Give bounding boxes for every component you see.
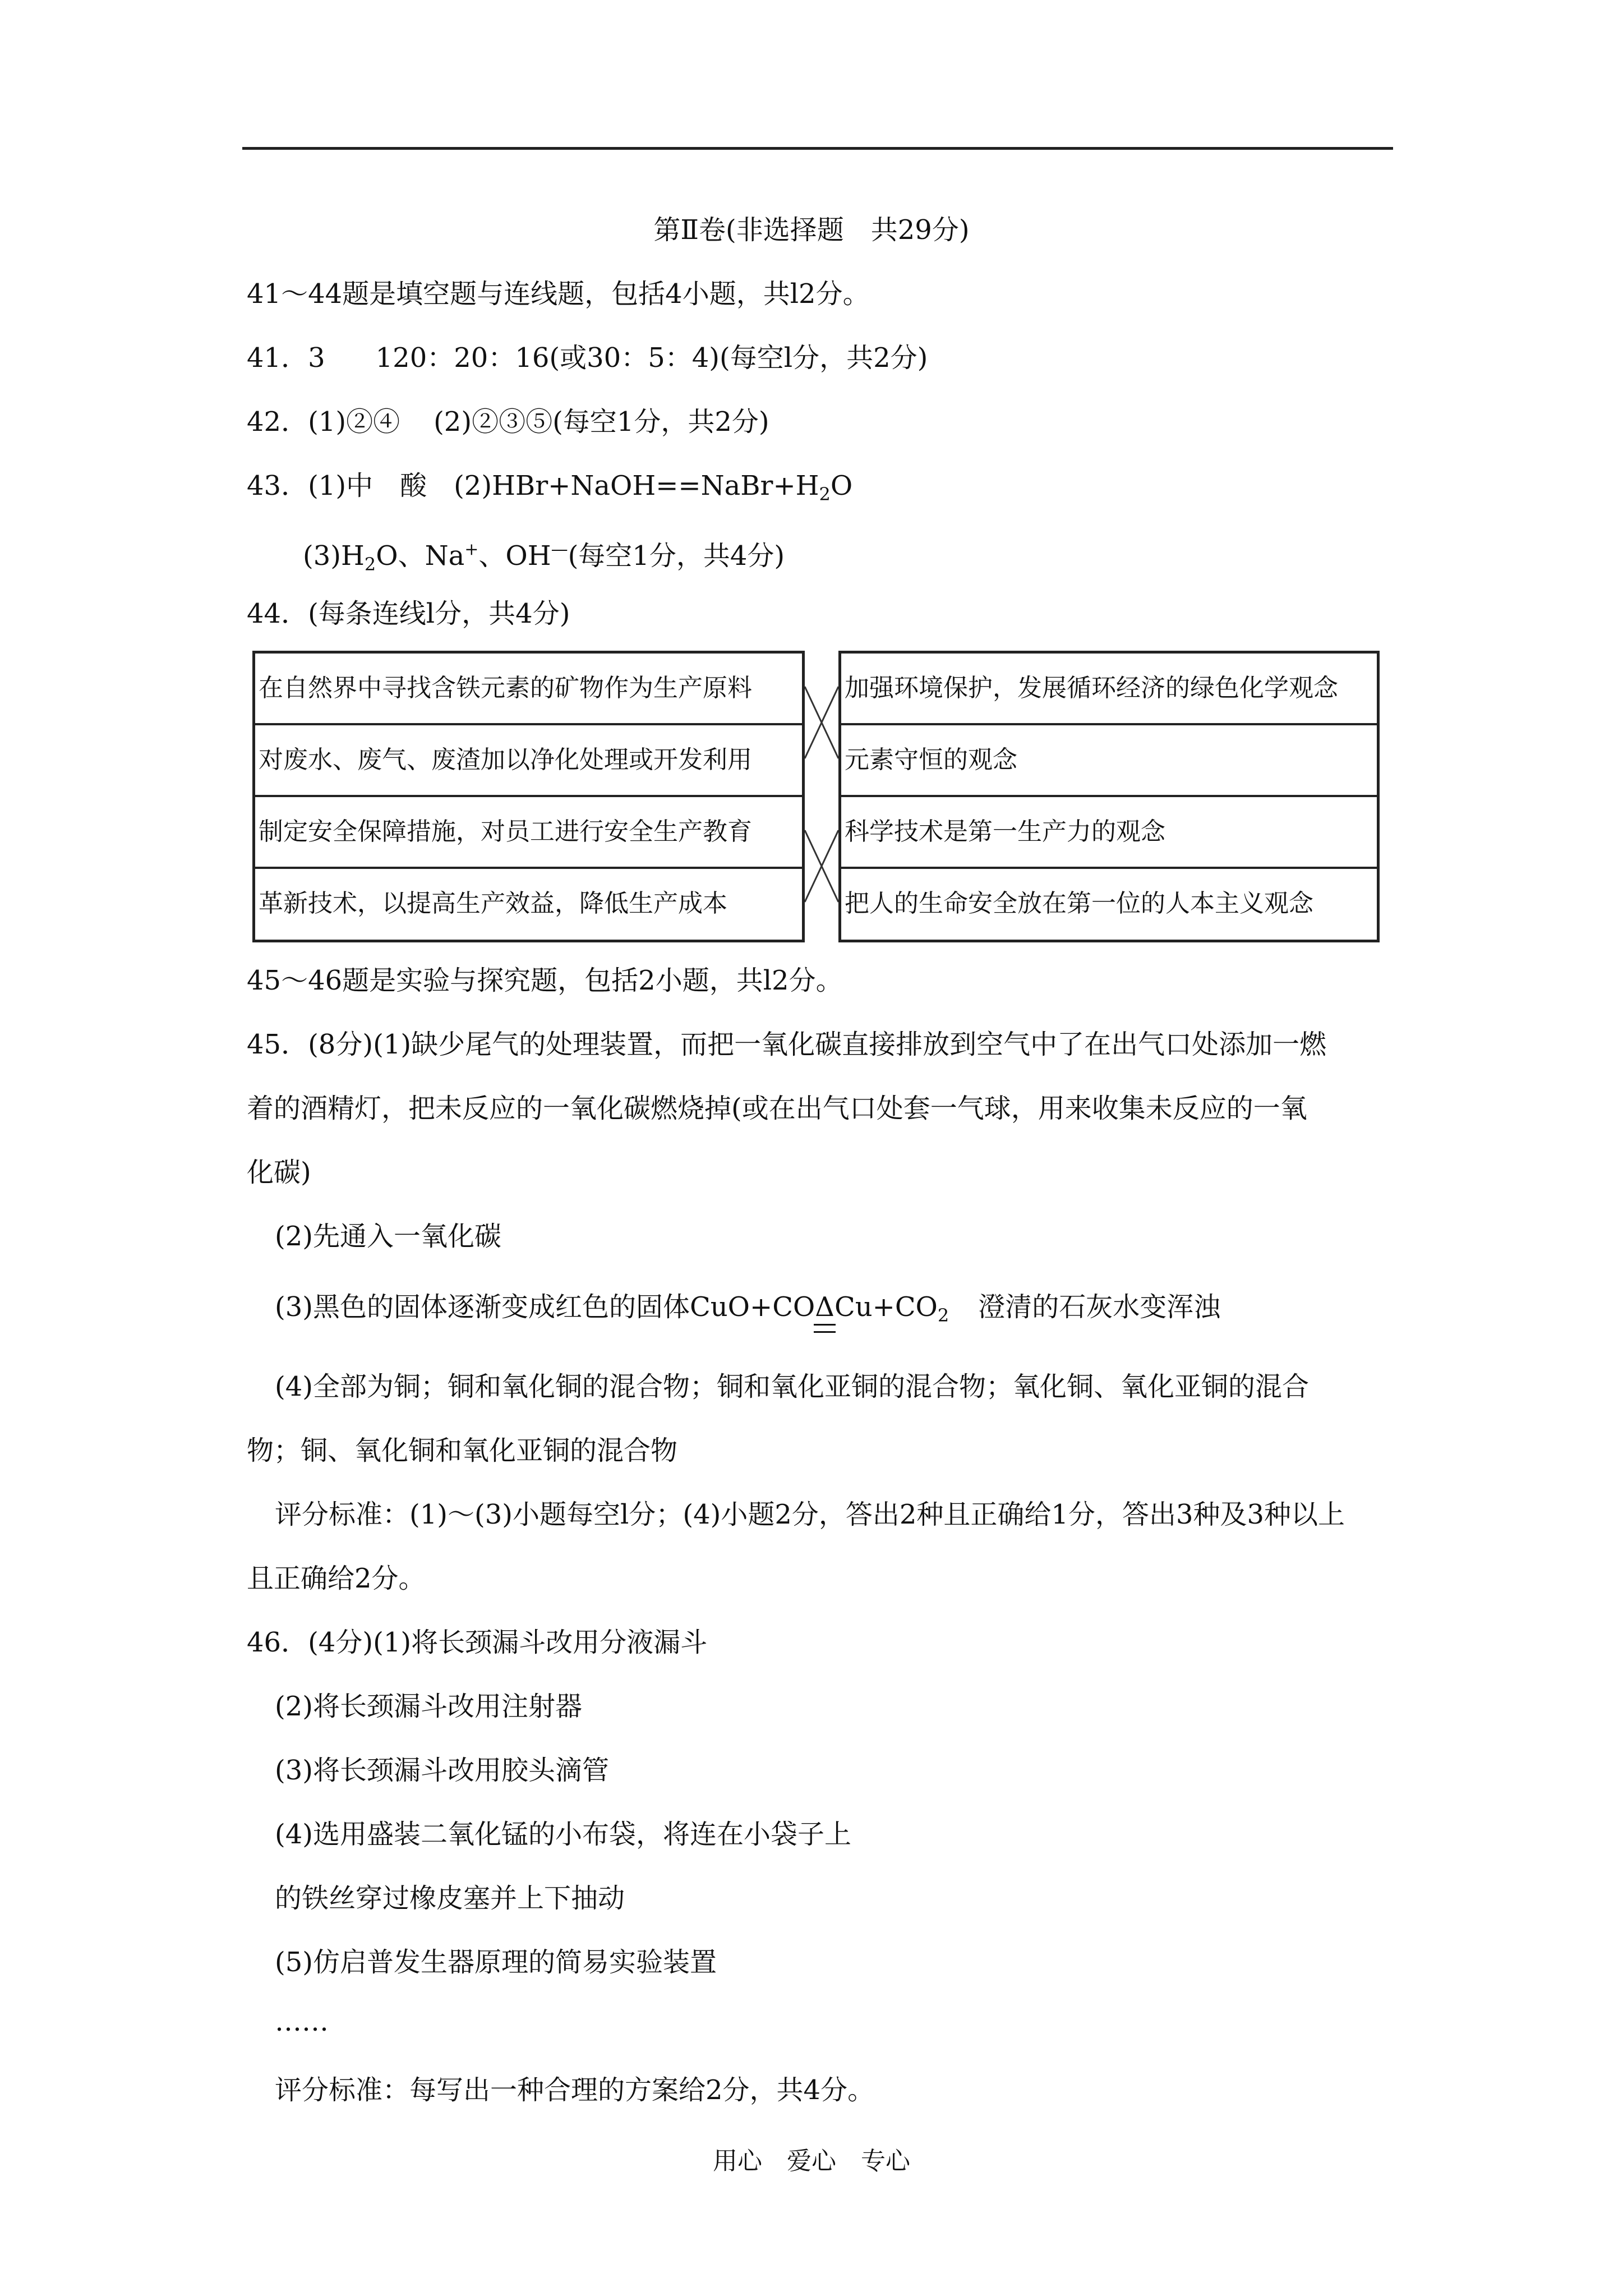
- q43-subscript: 2: [819, 484, 831, 505]
- intro-45-46: 45～46题是实验与探究题，包括2小题，共l2分。: [247, 965, 843, 996]
- footer-motto: 用心 爱心 专心: [713, 2147, 910, 2175]
- question-43-line1: [247, 468, 852, 512]
- matching-diagram: [252, 651, 1380, 942]
- q42-part2: (2)②③⑤(每空1分，共2分): [434, 406, 769, 438]
- question-43-line2: [303, 532, 785, 582]
- q41-ratio: 120：20：16(或30：5：4)(每空l分，共2分): [375, 342, 928, 374]
- q42-part1: 42．(1)②④: [247, 406, 400, 438]
- q46-part4-line2: 的铁丝穿过橡皮塞并上下抽动: [275, 1883, 625, 1914]
- q45-p3-observation: 澄清的石灰水变浑浊: [978, 1291, 1221, 1323]
- q45-p3-product: Cu+CO: [834, 1291, 938, 1323]
- left-item-1: [255, 654, 802, 725]
- q45-p3-subscript: 2: [937, 1305, 949, 1326]
- q43-text-end: O: [830, 470, 853, 501]
- right-column-box: [838, 651, 1380, 942]
- q46-part1: 46．(4分)(1)将长颈漏斗改用分液漏斗: [247, 1627, 708, 1658]
- q45-score-line1: 评分标准：(1)～(3)小题每空l分；(4)小题2分，答出2种且正确给1分，答出3种及3种以上: [275, 1499, 1345, 1530]
- q46-part2: (2)将长颈漏斗改用注射器: [275, 1691, 582, 1722]
- question-41: [247, 340, 928, 376]
- right-item-3-label: 科学技术是第一生产力的观念: [845, 817, 1165, 846]
- right-item-4: [841, 869, 1377, 940]
- q46-part5: (5)仿启普发生器原理的简易实验装置: [275, 1947, 717, 1978]
- q45-part4-line1: (4)全部为铜；铜和氧化铜的混合物；铜和氧化亚铜的混合物；氧化铜、氧化亚铜的混合: [275, 1371, 1309, 1402]
- heat-symbol: Δ: [815, 1289, 834, 1325]
- q43-l2-sup2: —: [551, 540, 568, 559]
- q45-part3: [275, 1289, 1220, 1333]
- q43-l2-sup1: +: [464, 540, 479, 559]
- q45-part2: (2)先通入一氧化碳: [275, 1221, 501, 1252]
- q46-part3: (3)将长颈漏斗改用胶头滴管: [275, 1755, 609, 1786]
- q43-l2-a: (3)H: [303, 540, 365, 572]
- right-item-1: [841, 654, 1377, 725]
- right-item-4-label: 把人的生命安全放在第一位的人本主义观念: [845, 889, 1313, 918]
- q43-text: 43．(1)中 酸 (2)HBr+NaOH==NaBr+H: [247, 470, 819, 501]
- q45-line3: 化碳): [247, 1157, 311, 1188]
- q46-score: 评分标准：每写出一种合理的方案给2分，共4分。: [275, 2074, 875, 2106]
- q45-line1: 45．(8分)(1)缺少尾气的处理装置，而把一氧化碳直接排放到空气中了在出气口处添加一燃: [247, 1029, 1327, 1060]
- q43-l2-b: O、Na: [376, 540, 465, 572]
- q46-ellipsis: ……: [275, 2006, 329, 2037]
- connector-lines: [805, 651, 838, 942]
- left-item-3: [255, 797, 802, 869]
- q46-part4-line1: (4)选用盛装二氧化锰的小布袋，将连在小袋子上: [275, 1819, 851, 1850]
- q45-score-line2: 且正确给2分。: [247, 1563, 426, 1594]
- q45-part4-line2: 物；铜、氧化铜和氧化亚铜的混合物: [247, 1435, 678, 1466]
- header-rule: [242, 147, 1393, 150]
- left-column-box: [252, 651, 805, 942]
- intro-41-44: 41～44题是填空题与连线题，包括4小题，共l2分。: [247, 278, 870, 310]
- left-item-3-label: 制定安全保障措施，对员工进行安全生产教育: [259, 817, 752, 846]
- question-44: 44．(每条连线l分，共4分): [247, 598, 570, 629]
- q45-p3-text: (3)黑色的固体逐渐变成红色的固体CuO+CO: [275, 1291, 815, 1323]
- question-42: [247, 404, 769, 440]
- q43-l2-c: 、OH: [478, 540, 551, 572]
- left-item-2: [255, 725, 802, 797]
- right-item-3: [841, 797, 1377, 869]
- left-item-4: [255, 869, 802, 940]
- q45-line2: 着的酒精灯，把未反应的一氧化碳燃烧掉(或在出气口处套一气球，用来收集未反应的一氧: [247, 1093, 1307, 1124]
- q41-number: 41．3: [247, 342, 325, 374]
- right-item-2-label: 元素守恒的观念: [845, 746, 1017, 774]
- q43-l2-d: (每空1分，共4分): [568, 540, 785, 572]
- q43-l2-sub: 2: [364, 554, 376, 575]
- left-item-1-label: 在自然界中寻找含铁元素的矿物作为生产原料: [259, 674, 752, 702]
- section-title: 第Ⅱ卷(非选择题 共29分): [653, 214, 970, 246]
- left-item-4-label: 革新技术，以提高生产效益，降低生产成本: [259, 889, 727, 918]
- right-item-1-label: 加强环境保护，发展循环经济的绿色化学观念: [845, 674, 1338, 702]
- right-item-2: [841, 725, 1377, 797]
- left-item-2-label: 对废水、废气、废渣加以净化处理或开发利用: [259, 746, 752, 774]
